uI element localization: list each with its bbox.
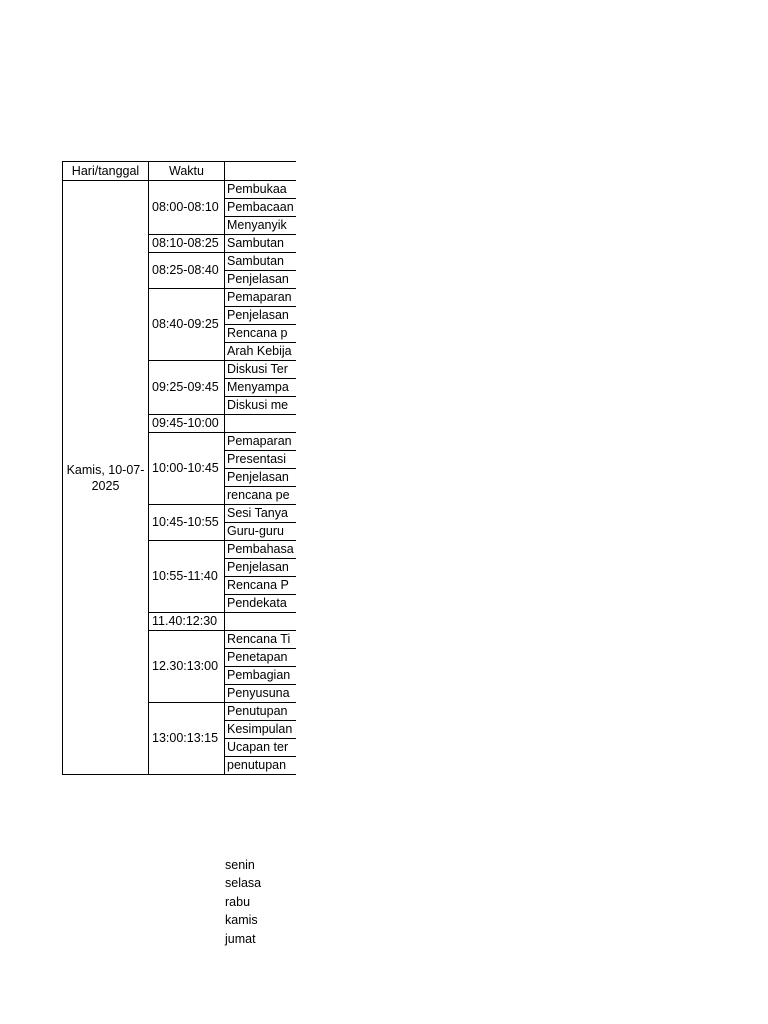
weekday-item: selasa bbox=[225, 876, 262, 891]
activity-cell: Penjelasan bbox=[225, 271, 296, 289]
activity-cell: Penjelasan bbox=[225, 469, 296, 487]
activity-cell: Presentasi bbox=[225, 451, 296, 469]
weekday-item: jumat bbox=[225, 931, 256, 946]
activity-cell: Penutupan bbox=[225, 703, 296, 721]
activity-cell: Guru-guru bbox=[225, 523, 296, 541]
time-cell: 10:00-10:45 bbox=[149, 433, 225, 505]
activity-cell: Pembagian bbox=[225, 667, 296, 685]
activity-cell: Penjelasan bbox=[225, 307, 296, 325]
activity-cell: Rencana p bbox=[225, 325, 296, 343]
schedule-table bbox=[62, 161, 296, 775]
activity-cell: Pembacaan bbox=[225, 199, 296, 217]
time-cell: 09:45-10:00 bbox=[149, 415, 225, 433]
time-cell: 08:00-08:10 bbox=[149, 181, 225, 235]
day-cell: Kamis, 10-07-2025 bbox=[63, 181, 149, 775]
weekday-list bbox=[225, 856, 261, 948]
header-time: Waktu bbox=[149, 162, 225, 181]
activity-cell: Arah Kebija bbox=[225, 343, 296, 361]
activity-cell: Penjelasan bbox=[225, 559, 296, 577]
activity-cell: Pendekata bbox=[225, 595, 296, 613]
header-activity bbox=[225, 162, 296, 181]
activity-cell: Sesi Tanya bbox=[225, 505, 296, 523]
activity-cell: Ucapan ter bbox=[225, 739, 296, 757]
activity-cell: rencana pe bbox=[225, 487, 296, 505]
time-cell: 08:10-08:25 bbox=[149, 235, 225, 253]
table-row bbox=[63, 181, 296, 199]
activity-cell: penutupan bbox=[225, 757, 296, 775]
time-cell: 12.30:13:00 bbox=[149, 631, 225, 703]
activity-cell: Pembukaa bbox=[225, 181, 296, 199]
weekday-item: kamis bbox=[225, 913, 258, 928]
header-day: Hari/tanggal bbox=[63, 162, 149, 181]
time-cell: 09:25-09:45 bbox=[149, 361, 225, 415]
activity-cell: Sambutan bbox=[225, 253, 296, 271]
activity-cell: Kesimpulan bbox=[225, 721, 296, 739]
activity-cell: Menyanyik bbox=[225, 217, 296, 235]
time-cell: 13:00:13:15 bbox=[149, 703, 225, 775]
activity-cell: Pemaparan bbox=[225, 433, 296, 451]
activity-cell: Menyampa bbox=[225, 379, 296, 397]
weekday-item: senin bbox=[225, 858, 255, 872]
activity-cell: Sambutan bbox=[225, 235, 296, 253]
time-cell: 11.40:12:30 bbox=[149, 613, 225, 631]
activity-cell: Penyusuna bbox=[225, 685, 296, 703]
activity-cell: Pembahasa bbox=[225, 541, 296, 559]
time-cell: 10:55-11:40 bbox=[149, 541, 225, 613]
activity-cell: Penetapan bbox=[225, 649, 296, 667]
time-cell: 08:25-08:40 bbox=[149, 253, 225, 289]
time-cell: 08:40-09:25 bbox=[149, 289, 225, 361]
time-cell: 10:45-10:55 bbox=[149, 505, 225, 541]
activity-cell: Diskusi Ter bbox=[225, 361, 296, 379]
activity-cell bbox=[225, 415, 296, 433]
activity-cell bbox=[225, 613, 296, 631]
schedule-body bbox=[63, 181, 296, 775]
activity-cell: Rencana P bbox=[225, 577, 296, 595]
activity-cell: Rencana Ti bbox=[225, 631, 296, 649]
header-row bbox=[63, 162, 296, 181]
weekday-item: rabu bbox=[225, 894, 251, 909]
activity-cell: Pemaparan bbox=[225, 289, 296, 307]
activity-cell: Diskusi me bbox=[225, 397, 296, 415]
